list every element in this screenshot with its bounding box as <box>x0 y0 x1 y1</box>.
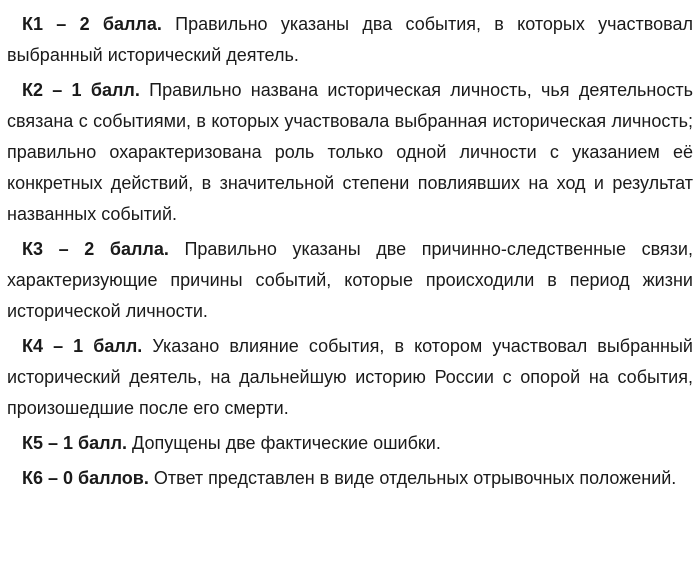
criterion-k3-text: Правильно указаны две причинно-следственные связи, характеризующие причины событий, которые происходили в период жизни исторической личности. <box>7 239 693 321</box>
criterion-k1 <box>7 9 693 71</box>
criterion-k6 <box>7 463 693 494</box>
criterion-k6-heading: К6 – 0 баллов. <box>22 468 149 488</box>
criterion-k6-text: Ответ представлен в виде отдельных отрывочных положений. <box>153 468 677 488</box>
criterion-k5-text: Допущены две фактические ошибки. <box>132 433 441 453</box>
criterion-k4-text: Указано влияние события, в котором участвовал выбранный исторический деятель, на дальнейшую историю России с опорой на события, произошедшие после его смерти. <box>7 336 693 418</box>
criterion-k4 <box>7 331 693 424</box>
criterion-k4-heading: К4 – 1 балл. <box>22 336 143 356</box>
criterion-k1-heading: К1 – 2 балла. <box>22 14 162 34</box>
criterion-k2 <box>7 75 693 230</box>
criterion-k2-text: Правильно названа историческая личность, чья деятельность связана с событиями, в которых участвовала выбранная историческая личность; правильно охарактеризована роль только одной личности с указанием её конкретных действий, в значительной степени повлиявших на ход и результат названных событий. <box>7 80 693 224</box>
criterion-k3-heading: К3 – 2 балла. <box>22 239 169 259</box>
criterion-k5-heading: К5 – 1 балл. <box>22 433 128 453</box>
criterion-k2-heading: К2 – 1 балл. <box>22 80 140 100</box>
criterion-k1-text: Правильно указаны два события, в которых участвовал выбранный исторический деятель. <box>7 14 693 65</box>
criterion-k5 <box>7 428 693 459</box>
criterion-k3 <box>7 234 693 327</box>
